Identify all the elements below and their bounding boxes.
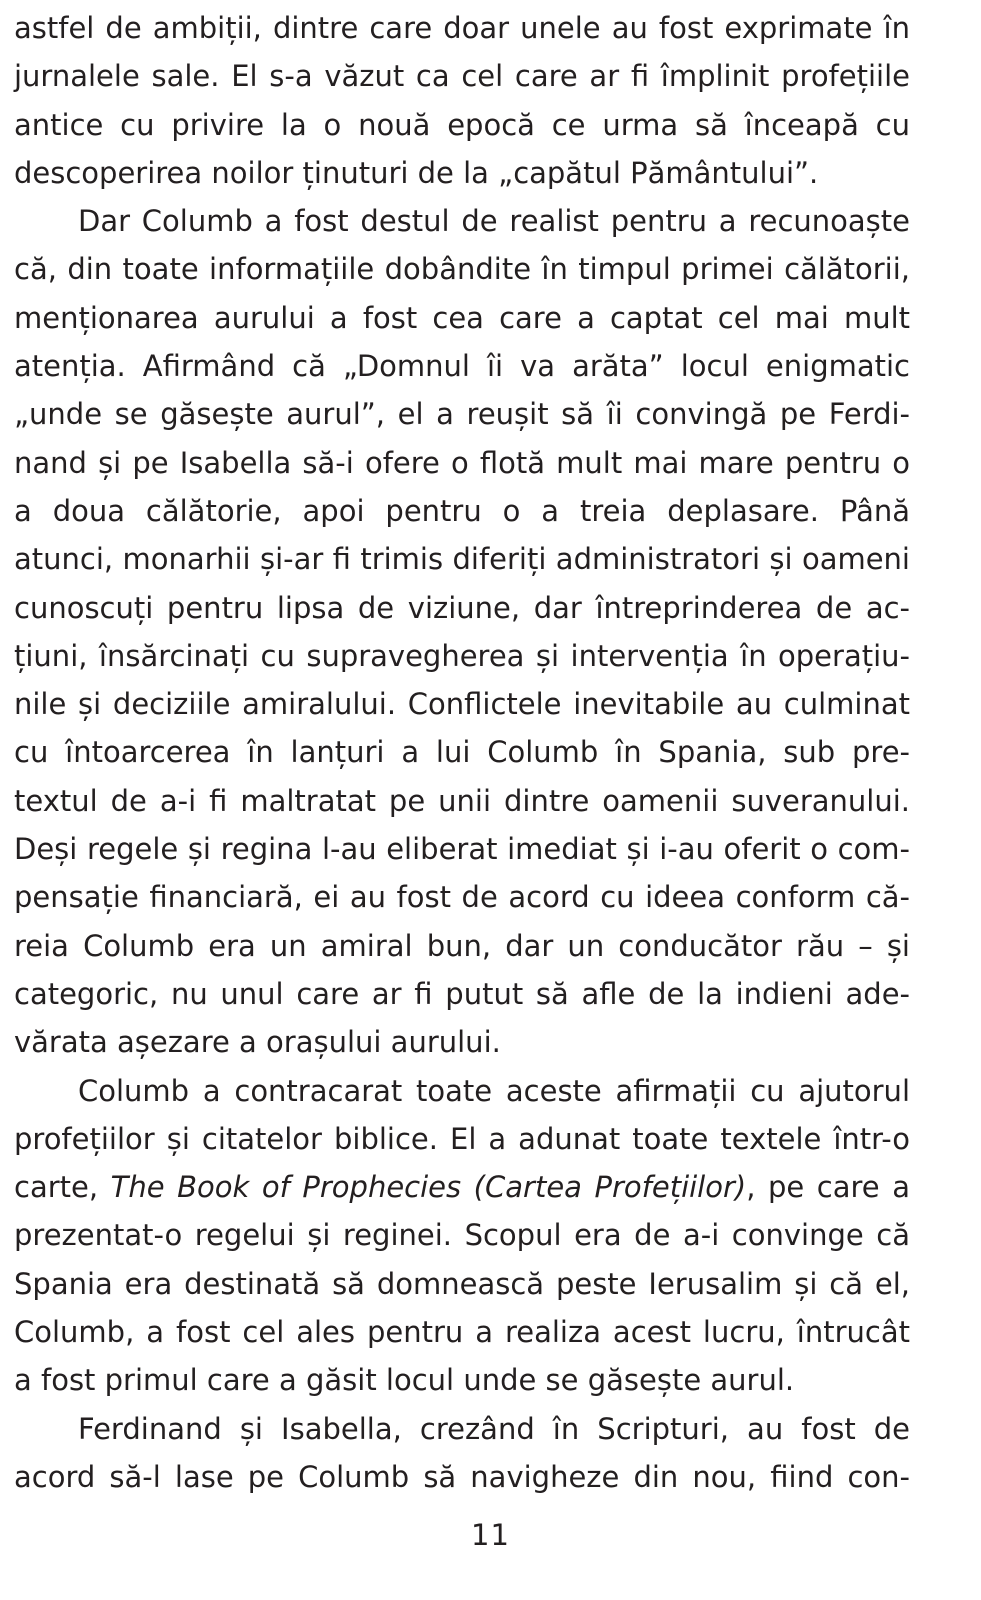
text-line: Deși regele și regina l-au eliberat imediat și i-au oferit o com-: [14, 832, 910, 867]
paragraph-3: [14, 1067, 910, 1405]
text-line: jurnalele sale. El s-a văzut ca cel care ar fi împlinit profețiile: [14, 59, 910, 94]
text-line: „unde se găsește aurul”, el a reușit să îi convingă pe Ferdi-: [14, 397, 910, 432]
text-line: descoperirea noilor ținuturi de la „capătul Pământului”.: [14, 155, 819, 190]
text-line: Columb a contracarat toate aceste afirmații cu ajutorul: [78, 1073, 910, 1108]
text-line: Ferdinand și Isabella, crezând în Scripturi, au fost de: [78, 1411, 910, 1446]
text-line: carte, The Book of Prophecies (Cartea Profețiilor), pe care a: [14, 1170, 910, 1205]
text-line: că, din toate informațiile dobândite în timpul primei călătorii,: [14, 252, 910, 287]
text-line: vărata așezare a orașului aurului.: [14, 1025, 501, 1060]
text-line: nand și pe Isabella să-i ofere o flotă mult mai mare pentru o: [14, 445, 910, 480]
text-line: prezentat-o regelui și reginei. Scopul era de a-i convinge că: [14, 1218, 910, 1253]
text-line: pensație financiară, ei au fost de acord cu ideea conform că-: [14, 880, 910, 915]
text-line: nile și deciziile amiralului. Conflictele inevitabile au culminat: [14, 687, 910, 722]
text-line: a doua călătorie, apoi pentru o a treia deplasare. Până: [14, 493, 910, 528]
paragraph-4: [14, 1405, 910, 1502]
text-line: acord să-l lase pe Columb să navigheze din nou, fiind con-: [14, 1459, 910, 1494]
text-line: Columb, a fost cel ales pentru a realiza acest lucru, întrucât: [14, 1315, 910, 1350]
text-line: menționarea aurului a fost cea care a captat cel mai mult: [14, 300, 910, 335]
page-number: 11: [471, 1518, 510, 1552]
paragraph-2: [14, 197, 910, 1066]
book-page-body: [14, 4, 910, 1501]
book-title-italic: The Book of Prophecies (Cartea Profețiilor): [110, 1170, 747, 1205]
text-line: reia Columb era un amiral bun, dar un conducător rău – și: [14, 928, 910, 963]
text-line: țiuni, însărcinați cu supravegherea și intervenția în operațiu-: [14, 638, 910, 673]
text-line: Spania era destinată să domnească peste Ierusalim și că el,: [14, 1266, 910, 1301]
text-line: atunci, monarhii și-ar fi trimis diferiți administratori și oameni: [14, 542, 910, 577]
text-line: cu întoarcerea în lanțuri a lui Columb în Spania, sub pre-: [14, 735, 910, 770]
text-line: profețiilor și citatelor biblice. El a adunat toate textele într-o: [14, 1121, 910, 1156]
text-line: antice cu privire la o nouă epocă ce urma să înceapă cu: [14, 107, 910, 142]
text-line: atenția. Afirmând că „Domnul îi va arăta” locul enigmatic: [14, 349, 910, 384]
text-line: cunoscuți pentru lipsa de viziune, dar întreprinderea de ac-: [14, 590, 910, 625]
text-line: a fost primul care a găsit locul unde se găsește aurul.: [14, 1363, 795, 1398]
text-line: astfel de ambiții, dintre care doar unele au fost exprimate în: [14, 11, 910, 45]
paragraph-1: [14, 4, 910, 197]
text-line: Dar Columb a fost destul de realist pentru a recunoaște: [78, 204, 910, 239]
text-line: textul de a-i fi maltratat pe unii dintre oamenii suveranului.: [14, 783, 910, 818]
text-line: categoric, nu unul care ar fi putut să afle de la indieni ade-: [14, 976, 910, 1011]
